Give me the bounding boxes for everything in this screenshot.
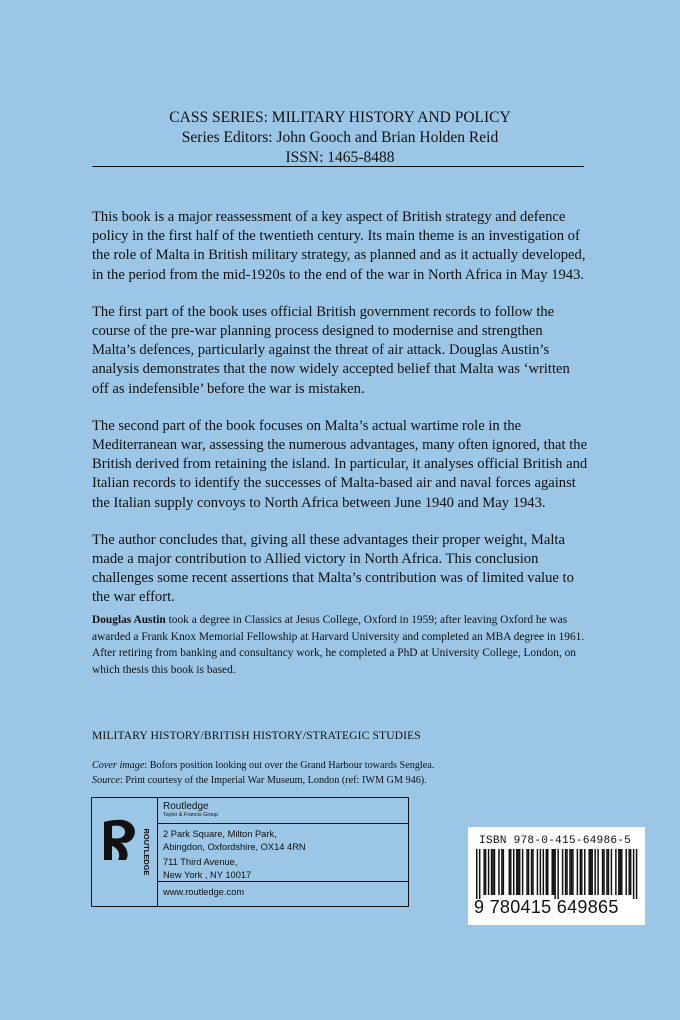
cover-image-text: : Bofors position looking out over the Grand Harbour towards Senglea. (144, 760, 435, 771)
cover-image-credit (92, 759, 592, 774)
series-issn: ISSN: 1465-8488 (285, 149, 395, 166)
blurb-paragraph-2: The first part of the book uses official British government records to follow the course of the pre-war planning process designed to modernise and strengthen Malta’s defences, particularly against the threat of air attack. Douglas Austin’s analysis demonstrates that the now widely accepted belief that Malta was ‘written off as indefensible’ before the war is mistaken. (92, 303, 570, 397)
barcode-bar (498, 849, 499, 895)
barcode-bar (566, 849, 567, 895)
series-divider (92, 166, 584, 167)
blurb (92, 208, 588, 626)
barcode-bar (531, 849, 532, 895)
barcode-bar (540, 849, 541, 895)
cover-source-label: Source (92, 774, 120, 786)
barcode-bar (615, 849, 616, 895)
barcode-bar (485, 849, 486, 895)
logo-wordmark: ROUTLEDGE (142, 828, 151, 876)
barcode-icon (476, 849, 638, 899)
cover-credit (92, 759, 592, 788)
isbn-label: ISBN 978-0-415-64986-5 (479, 835, 632, 847)
publisher-name: Routledge (163, 801, 209, 812)
barcode-bar (572, 849, 573, 895)
cover-image-label: Cover image (92, 760, 145, 771)
barcode-bar (537, 849, 538, 895)
publisher-logo (92, 798, 158, 906)
address-us-line-1: 711 Third Avenue, (163, 857, 238, 867)
barcode-bar (594, 849, 595, 895)
barcode-bar (494, 849, 495, 895)
barcode-bar (621, 849, 622, 895)
barcode-bar (492, 849, 493, 895)
barcode-bar (565, 849, 566, 895)
subject-categories: MILITARY HISTORY/BRITISH HISTORY/STRATEGIC STUDIES (92, 729, 421, 742)
barcode-bar (522, 849, 523, 895)
barcode-bar (628, 849, 629, 895)
publisher-group: Taylor & Francis Group (163, 812, 219, 818)
barcode-bar (554, 849, 555, 899)
barcode-bar (532, 849, 533, 895)
barcode-bar (590, 849, 591, 895)
barcode-bar (509, 849, 510, 895)
barcode-bar (606, 849, 607, 895)
barcode-bar (501, 849, 502, 895)
barcode-bar (519, 849, 520, 895)
barcode-bar (603, 849, 604, 895)
author-name: Douglas Austin (92, 614, 166, 626)
barcode-bar (510, 849, 511, 895)
barcode-bar (503, 849, 504, 895)
barcode-bar (569, 849, 570, 895)
series-editors: Series Editors: John Gooch and Brian Holden Reid (181, 129, 499, 146)
barcode-bar (516, 849, 517, 895)
barcode-bar (602, 849, 603, 895)
barcode-bar (553, 849, 554, 895)
barcode-bar (608, 849, 609, 895)
barcode-bar (636, 849, 637, 899)
barcode-bar (625, 849, 626, 895)
barcode-bar (584, 849, 585, 895)
barcode-bar (588, 849, 589, 895)
barcode-bar (611, 849, 612, 895)
barcode-bar (580, 849, 581, 895)
publisher-box (91, 797, 409, 907)
barcode-bar (526, 849, 527, 895)
author-bio-text: took a degree in Classics at Jesus College, Oxford in 1959; after leaving Oxford he was awarded a Frank Knox Memorial Fellowship at Harvard University and completed an MBA degree in 1961. After retiring from banking and consultancy work, he completed a PhD at University College, London, on which thesis this book is based. (92, 614, 585, 676)
barcode-bar (551, 849, 552, 895)
barcode-bar (517, 849, 518, 895)
barcode-bar (581, 849, 582, 895)
publisher-name-cell (158, 798, 408, 824)
barcode-bar (546, 849, 547, 895)
barcode-bar (479, 849, 480, 899)
barcode-number: 9 780415 649865 (474, 897, 619, 917)
barcode-bar (633, 849, 634, 899)
series-header (0, 108, 680, 168)
barcode-bar (557, 849, 558, 899)
barcode-box (468, 827, 645, 925)
cover-source-credit (92, 774, 592, 789)
barcode-bar (547, 849, 548, 895)
barcode-bar (630, 849, 631, 895)
series-title: CASS SERIES: MILITARY HISTORY AND POLICY (169, 109, 511, 126)
barcode-bar (476, 849, 477, 899)
barcode-bar (591, 849, 592, 895)
routledge-logo-icon (98, 816, 150, 888)
barcode-bar (571, 849, 572, 895)
barcode-bar (577, 849, 578, 895)
barcode-bar (528, 849, 529, 895)
barcode-bar (597, 849, 598, 895)
barcode-bar (562, 849, 563, 895)
barcode-bar (620, 849, 621, 895)
author-bio (92, 612, 592, 678)
address-uk-line-1: 2 Park Square, Milton Park, (163, 829, 277, 839)
barcode-bar (513, 849, 514, 895)
barcode-bar (618, 849, 619, 895)
barcode-bar (488, 849, 489, 895)
publisher-addresses (158, 824, 408, 882)
barcode-bar (543, 849, 544, 895)
address-uk-line-2: Abingdon, Oxfordshire, OX14 4RN (163, 842, 306, 852)
publisher-website: www.routledge.com (163, 887, 245, 897)
address-us-line-2: New York , NY 10017 (163, 870, 252, 880)
cover-source-text: : Print courtesy of the Imperial War Museum, London (ref: IWM GM 946). (119, 774, 427, 786)
blurb-paragraph-1: This book is a major reassessment of a key aspect of British strategy and defence policy in the first half of the twentieth century. Its main theme is an investigation of the role of Malta in British military strategy, as planned and as it actually developed, in the period from the mid-1920s to the end of the war in North Africa in May 1943. (92, 209, 586, 283)
barcode-bar (483, 849, 484, 895)
blurb-paragraph-4: The author concludes that, giving all these advantages their proper weight, Malta made a major contribution to Allied victory in North Africa. This conclusion challenges some recent assertions that Malta’s contribution was of limited value to the war effort. (92, 531, 574, 606)
blurb-paragraph-3: The second part of the book focuses on Malta’s actual wartime role in the Mediterranean war, assessing the numerous advantages, many often ignored, that the British derived from retaining the island. In particular, it analyses official British and Italian records to identify the successes of Malta-based air and naval forces against the Italian supply convoys to North Africa between June 1940 and May 1943. (92, 417, 588, 511)
barcode-bar (491, 849, 492, 895)
